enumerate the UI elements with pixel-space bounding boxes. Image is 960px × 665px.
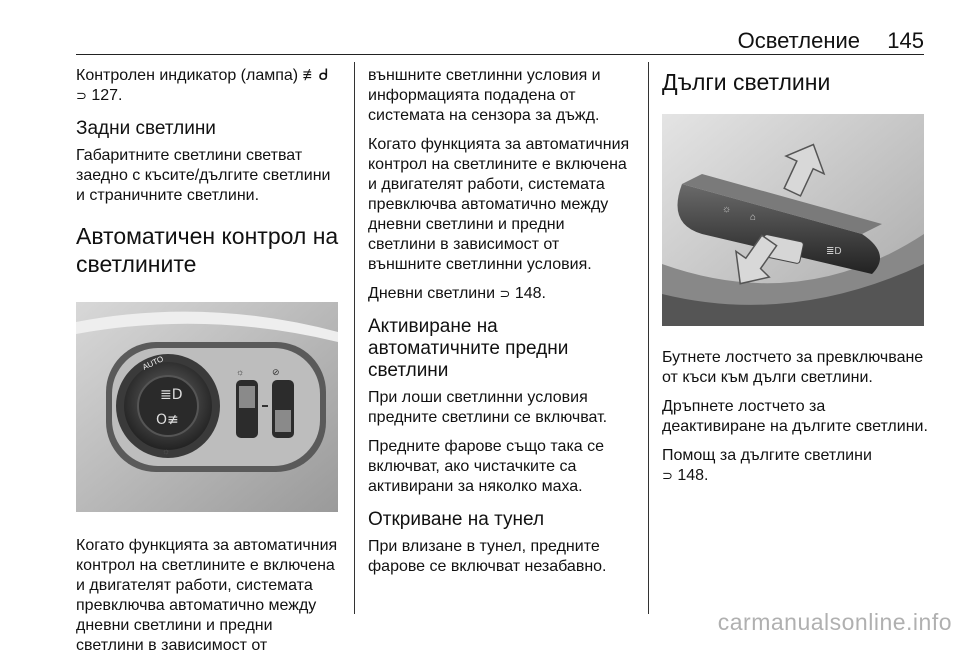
svg-text:⊘: ⊘ <box>272 367 280 377</box>
paragraph: Предните фарове също така се включват, ако чистачките са активирани за няколко маха. <box>368 438 605 495</box>
high-beam-lever-illustration <box>662 114 924 326</box>
reference-arrow-icon: ⊃ <box>76 88 87 103</box>
paragraph: При лоши светлинни условия предните светлини се включват. <box>368 389 608 426</box>
page-reference: 148. <box>677 467 709 484</box>
page-header <box>76 14 924 55</box>
heading-activate-auto-lights: Активиране на автоматичните предни светлини <box>368 316 569 381</box>
svg-text:☼: ☼ <box>236 367 245 377</box>
column-divider <box>354 62 355 614</box>
paragraph: външните светлинни условия и информацията подадена от системата на сензора за дъжд. <box>368 67 601 124</box>
watermark: carmanualsonline.info <box>717 609 952 635</box>
svg-text:≣D: ≣D <box>826 246 842 257</box>
column-3 <box>662 66 928 495</box>
heading-tunnel-detection: Откриване на тунел <box>368 509 545 530</box>
auto-label: AUTO <box>141 354 165 372</box>
page-reference: 127. <box>91 87 123 104</box>
heading-high-beam: Дълги светлини <box>662 69 831 95</box>
heading-auto-light-control: Автоматичен контрол на светлините <box>76 223 339 277</box>
column-2 <box>368 66 634 586</box>
paragraph: Дневни светлини ⊃ 148. <box>368 285 546 302</box>
column-1 <box>76 66 342 665</box>
page-number: 145 <box>887 28 924 53</box>
paragraph: Дръпнете лостчето за деактивиране на дългите светлини. <box>662 398 928 435</box>
paragraph: Когато функцията за автоматичния контрол на светлините е включена и двигателят работи, системата превключва автоматично между дневни светлини и предни светлини в зависимост от външните светлинни условия. <box>368 136 630 273</box>
section-title: Осветление <box>737 28 860 53</box>
svg-text:⌂: ⌂ <box>750 212 757 223</box>
paragraph: Габаритните светлини светват заедно с късите/дългите светлини и страничните светлини. <box>76 147 331 204</box>
heading-rear-lights: Задни светлини <box>76 118 216 139</box>
svg-text:☼: ☼ <box>162 446 171 456</box>
paragraph: Бутнете лостчето за превключване от къси към дълги светлини. <box>662 349 924 386</box>
paragraph: Контролен индикатор (лампа) ≢ᑯ ⊃ 127. <box>76 67 329 104</box>
reference-arrow-icon: ⊃ <box>499 286 511 301</box>
svg-text:≣D: ≣D <box>160 387 183 403</box>
paragraph: При влизане в тунел, предните фарове се включват незабавно. <box>368 538 607 575</box>
paragraph: Помощ за дългите светлини ⊃ 148. <box>662 447 872 484</box>
light-switch-illustration <box>76 302 338 512</box>
column-divider <box>648 62 649 614</box>
svg-text:O≢: O≢ <box>156 412 179 428</box>
svg-text:☼: ☼ <box>722 204 732 215</box>
paragraph: Когато функцията за автоматичния контрол на светлините е включена и двигателят работи, системата превключва автоматично между дневни светлини и предни светлини в зависимост от <box>76 537 338 654</box>
reference-arrow-icon: ⊃ <box>662 468 673 483</box>
page-reference: 148. <box>514 285 546 302</box>
